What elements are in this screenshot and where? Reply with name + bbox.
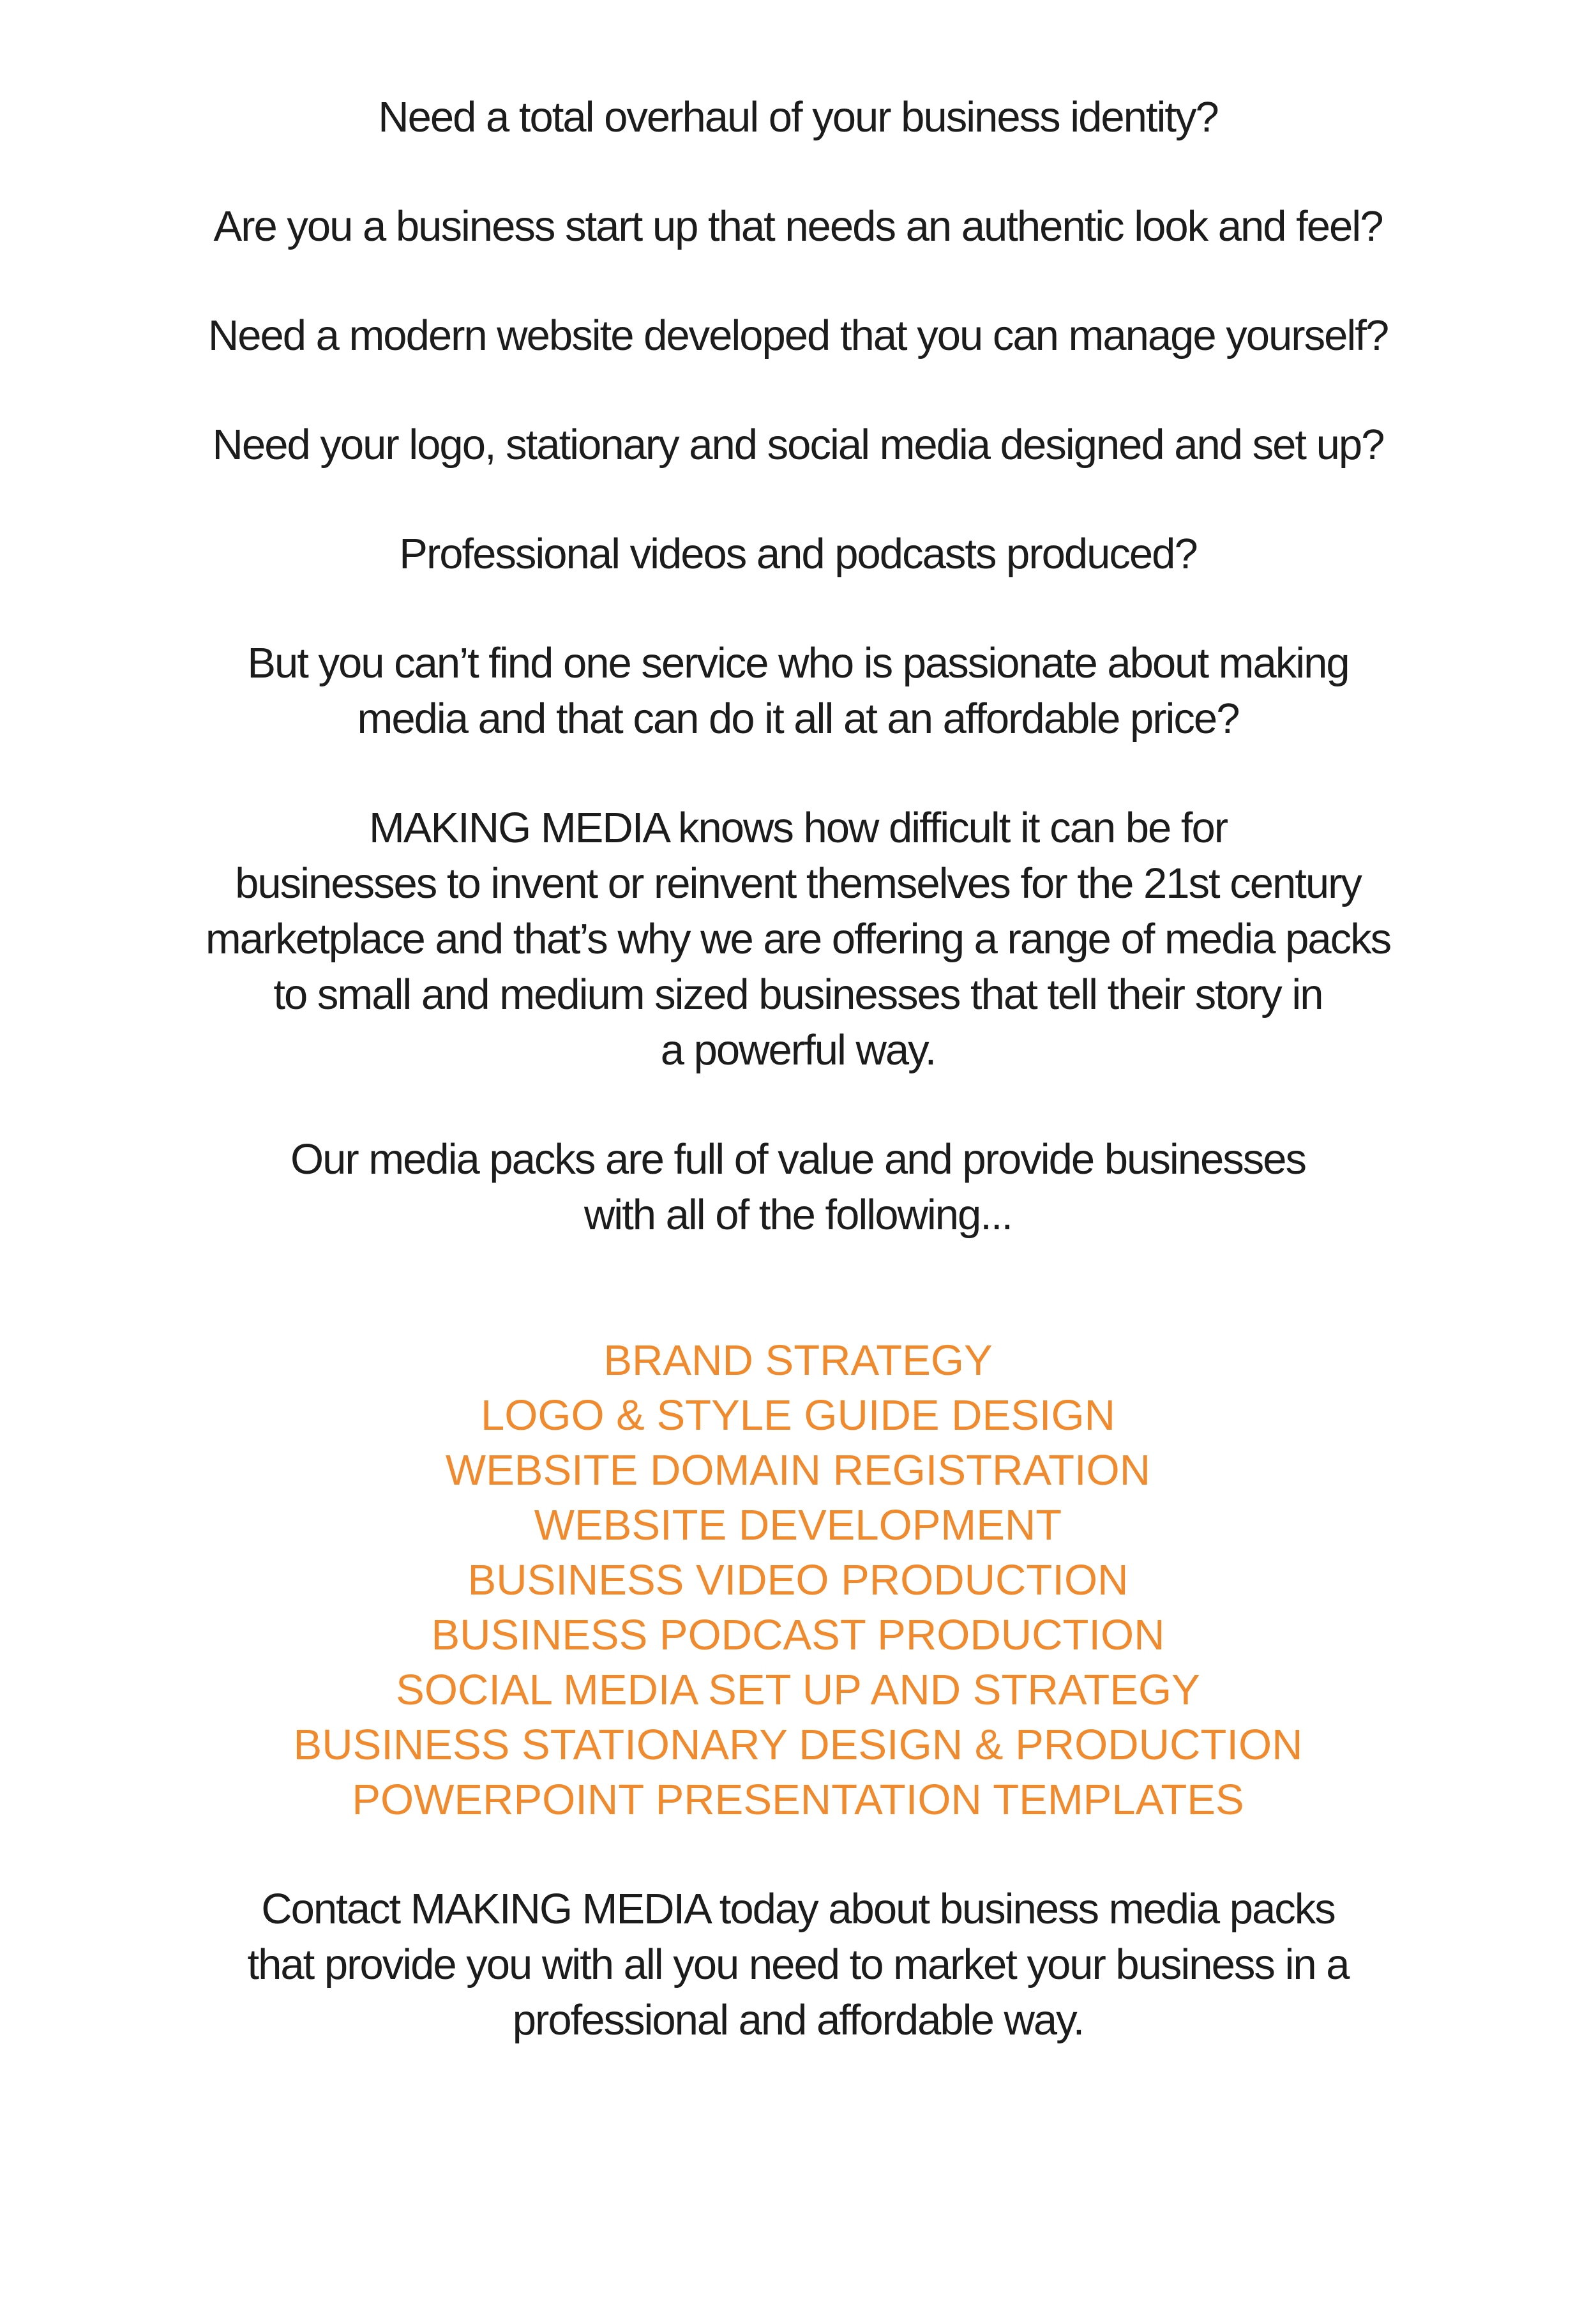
service-item-stationary-design: BUSINESS STATIONARY DESIGN & PRODUCTION	[293, 1721, 1303, 1769]
service-item-social-media: SOCIAL MEDIA SET UP AND STRATEGY	[396, 1666, 1200, 1714]
intro-question-logo: Need your logo, stationary and social media designed and set up?	[212, 421, 1384, 469]
page-content	[64, 89, 1532, 2048]
company-pitch: MAKING MEDIA knows how difficult it can be for businesses to invent or reinvent themselves for the 21st century marketplace and that’s why we are offering a range of media packs to small and medium sized businesses that tell their story in a powerful way.	[205, 804, 1391, 1074]
intro-question-video: Professional videos and podcasts produced?	[399, 530, 1197, 578]
services-list	[64, 1333, 1532, 1828]
intro-question-identity: Need a total overhaul of your business identity?	[378, 93, 1218, 141]
problem-statement: But you can’t find one service who is passionate about making media and that can do it all at an affordable price?	[247, 639, 1349, 743]
intro-question-website: Need a modern website developed that you can manage yourself?	[207, 312, 1389, 360]
service-item-brand-strategy: BRAND STRATEGY	[603, 1337, 993, 1384]
closing-call-to-action: Contact MAKING MEDIA today about business media packs that provide you with all you need to market your business in a professional and affordable way.	[247, 1885, 1349, 2044]
media-packs-intro: Our media packs are full of value and provide businesses with all of the following...	[290, 1135, 1306, 1239]
service-item-website-development: WEBSITE DEVELOPMENT	[534, 1501, 1062, 1549]
service-item-domain-registration: WEBSITE DOMAIN REGISTRATION	[445, 1446, 1151, 1494]
service-item-podcast-production: BUSINESS PODCAST PRODUCTION	[431, 1611, 1165, 1659]
service-item-powerpoint-templates: POWERPOINT PRESENTATION TEMPLATES	[352, 1776, 1244, 1824]
intro-question-startup: Are you a business start up that needs an authentic look and feel?	[213, 202, 1383, 250]
service-item-video-production: BUSINESS VIDEO PRODUCTION	[467, 1556, 1129, 1604]
service-item-logo-style-guide: LOGO & STYLE GUIDE DESIGN	[480, 1391, 1116, 1439]
